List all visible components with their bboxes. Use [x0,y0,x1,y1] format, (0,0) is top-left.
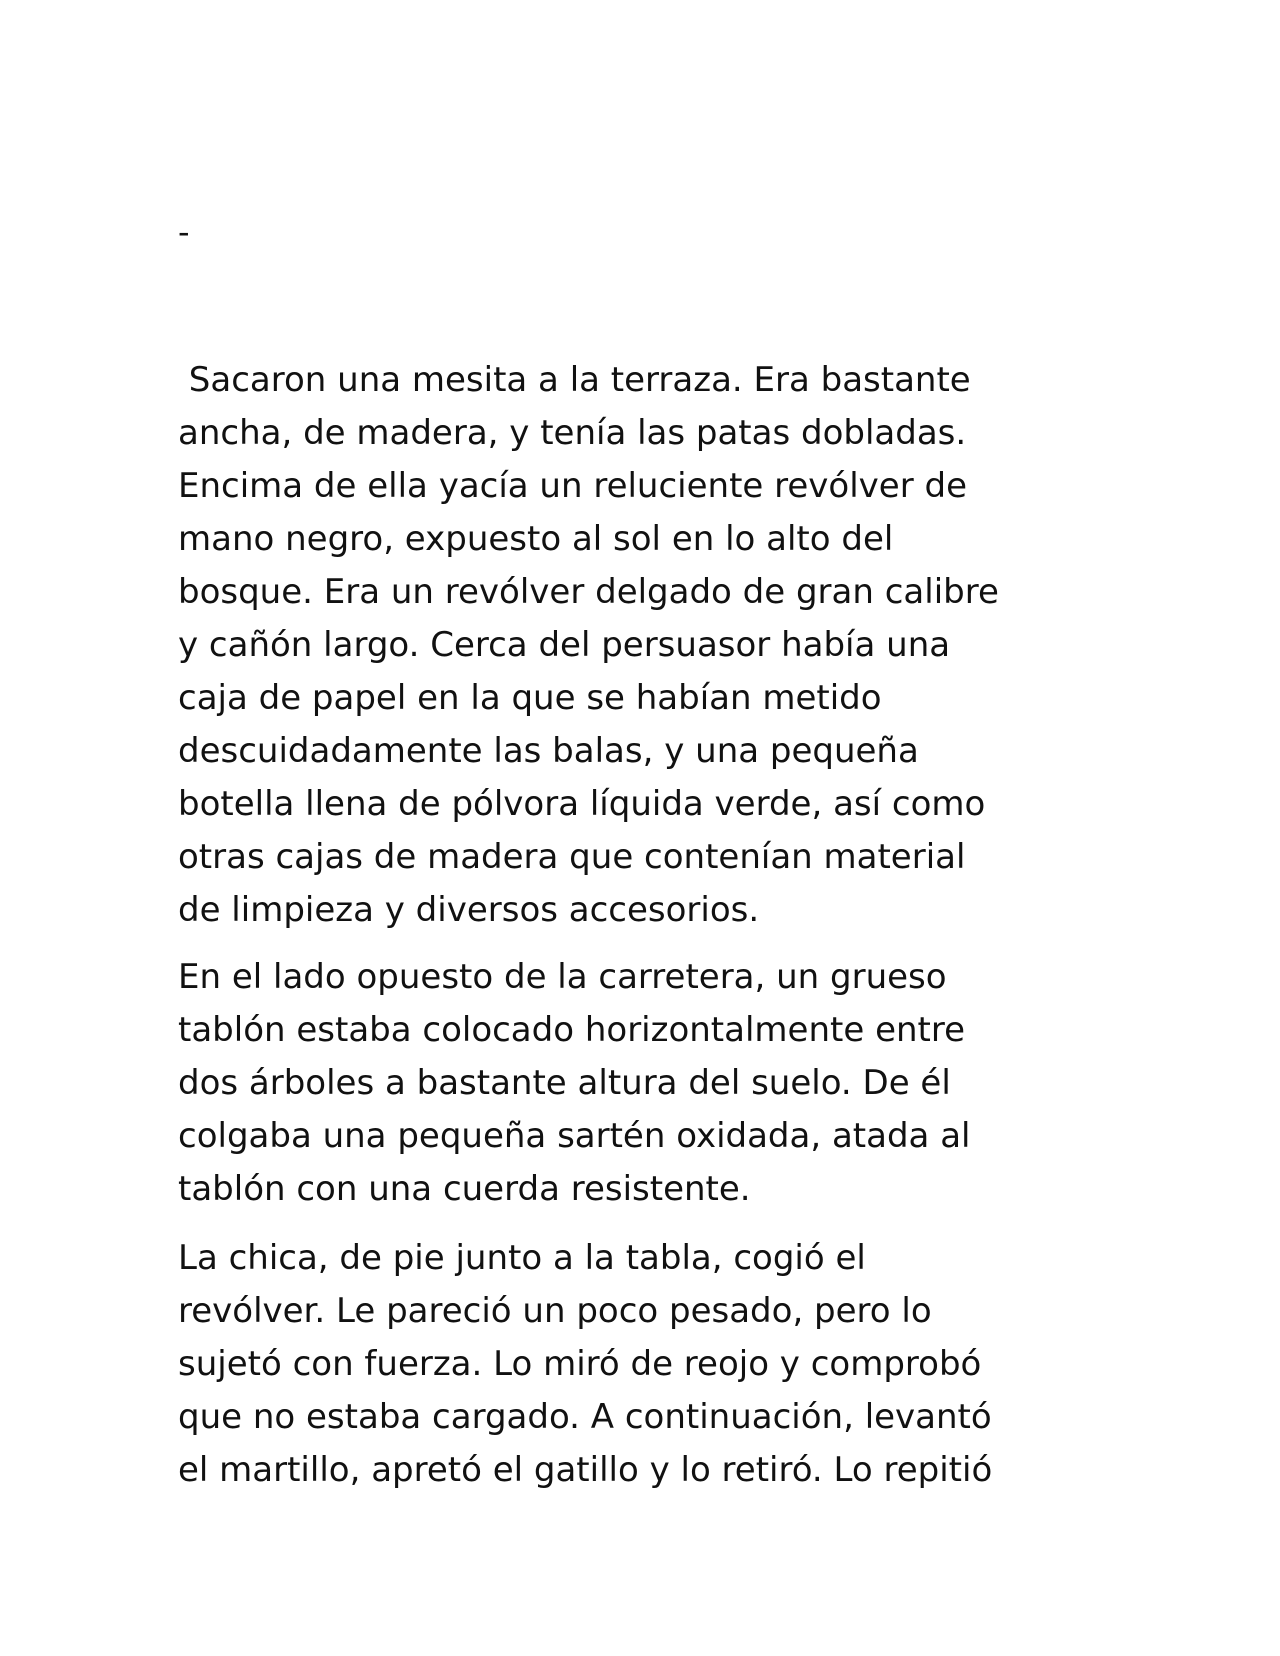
text-line: En el lado opuesto de la carretera, un grueso [178,957,947,997]
paragraph-3 [178,1232,1118,1497]
text-line: Encima de ella yacía un reluciente revólver de [178,466,967,506]
text-line: mano negro, expuesto al sol en lo alto del [178,519,894,559]
text-line: y cañón largo. Cerca del persuasor había una [178,625,951,665]
text-line: ancha, de madera, y tenía las patas dobladas. [178,413,967,453]
text-line: otras cajas de madera que contenían material [178,837,966,877]
text-line: tablón con una cuerda resistente. [178,1169,751,1209]
text-line: botella llena de pólvora líquida verde, así como [178,784,986,824]
text-line: colgaba una pequeña sartén oxidada, atada al [178,1116,971,1156]
text-line: La chica, de pie junto a la tabla, cogió el [178,1238,866,1278]
text-line: que no estaba cargado. A continuación, levantó [178,1397,992,1437]
text-line: el martillo, apretó el gatillo y lo retiró. Lo repitió [178,1450,993,1490]
text-line: de limpieza y diversos accesorios. [178,890,760,930]
text-line: caja de papel en la que se habían metido [178,678,882,718]
paragraph-1 [178,354,1118,937]
text-line: descuidadamente las balas, y una pequeña [178,731,919,771]
text-line: sujetó con fuerza. Lo miró de reojo y comprobó [178,1344,982,1384]
text-line: bosque. Era un revólver delgado de gran calibre [178,572,999,612]
text-line: Sacaron una mesita a la terraza. Era bastante [178,360,971,400]
paragraph-2 [178,951,1118,1216]
text-line: dos árboles a bastante altura del suelo. De él [178,1063,951,1103]
text-line: tablón estaba colocado horizontalmente entre [178,1010,966,1050]
text-line: revólver. Le pareció un poco pesado, pero lo [178,1291,932,1331]
separator-dash: - [178,213,190,251]
